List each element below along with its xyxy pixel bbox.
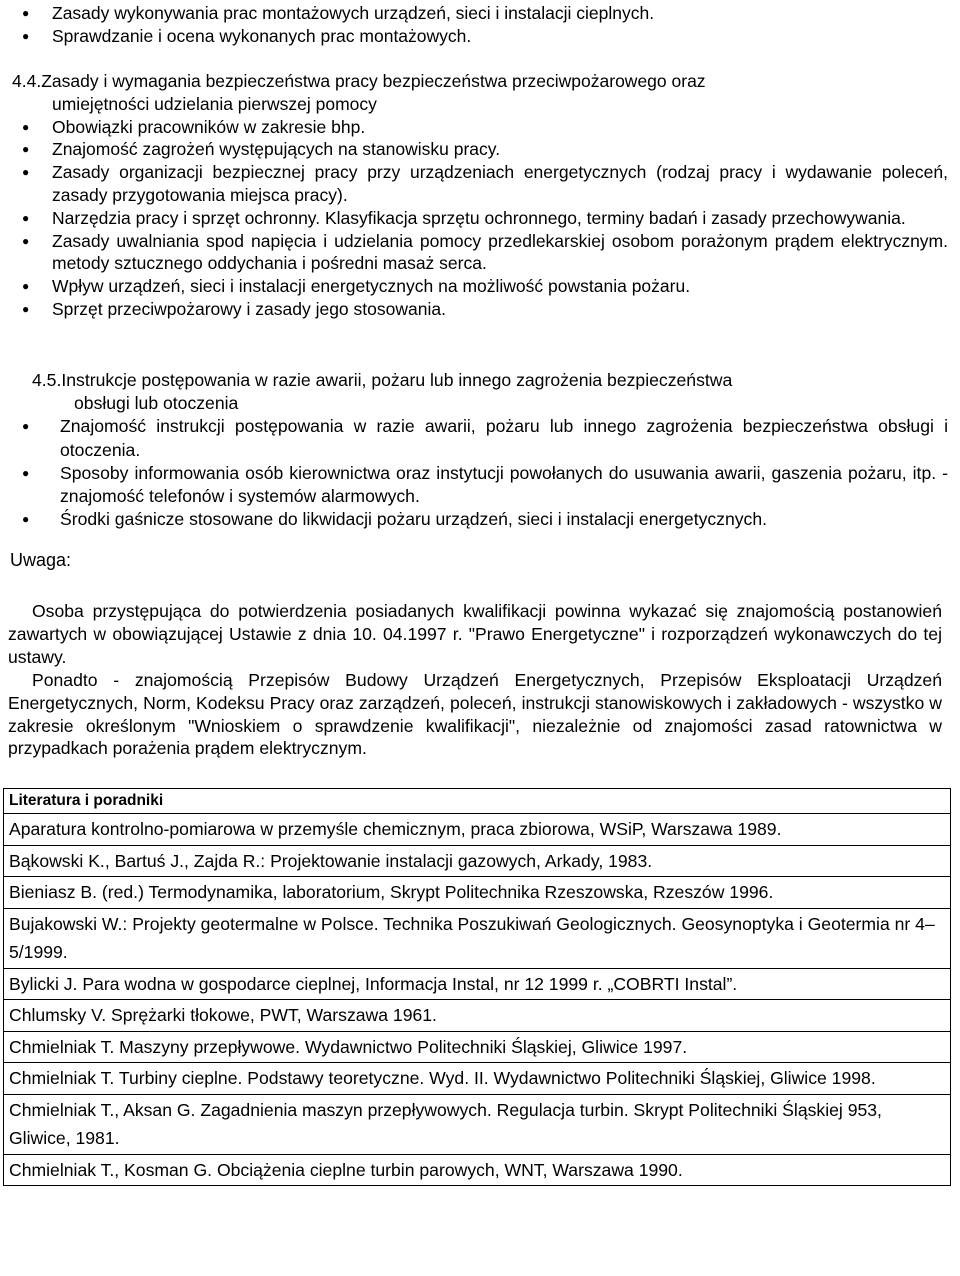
- list-item: ● Sprzęt przeciwpożarowy i zasady jego stosowania.: [22, 298, 446, 319]
- list-item: ● Obowiązki pracowników w zakresie bhp.: [22, 116, 366, 137]
- bullet-icon: ●: [22, 301, 30, 316]
- table-row: [4, 845, 951, 877]
- top-bullet-list: [0, 2, 948, 48]
- literature-table: [3, 788, 951, 1186]
- bullet-icon: ●: [22, 28, 30, 43]
- literature-entry: Bujakowski W.: Projekty geotermalne w Polsce. Technika Poszukiwań Geologicznych. Geosynoptyka i Geotermia nr 4–5/1999.: [4, 908, 951, 968]
- bullet-icon: ●: [22, 512, 30, 527]
- bullet-icon: ●: [22, 279, 30, 294]
- table-row: [4, 1063, 951, 1095]
- literature-entry: Chmielniak T., Aksan G. Zagadnienia maszyn przepływowych. Regulacja turbin. Skrypt Politechniki Śląskiej 953, Gliwice, 1981.: [4, 1094, 951, 1154]
- section-heading: 4.5.Instrukcje postępowania w razie awarii, pożaru lub innego zagrożenia bezpieczeństwa obsługi lub otoczenia: [32, 370, 733, 414]
- list-item: ● Zasady organizacji bezpiecznej pracy przy urządzeniach energetycznych (rodzaj pracy i wydawanie poleceń, zasady przygotowania miejsca pracy).: [22, 162, 948, 205]
- table-row: [4, 1031, 951, 1063]
- table-header-row: [4, 789, 951, 814]
- section-4-5: [0, 369, 948, 531]
- bullet-icon: ●: [22, 233, 30, 248]
- literature-entry: Bylicki J. Para wodna w gospodarce cieplnej, Informacja Instal, nr 12 1999 r. „COBRTI Instal”.: [4, 968, 951, 1000]
- literature-entry: Chmielniak T. Maszyny przepływowe. Wydawnictwo Politechniki Śląskiej, Gliwice 1997.: [4, 1031, 951, 1063]
- literature-entry: Aparatura kontrolno-pomiarowa w przemyśle chemicznym, praca zbiorowa, WSiP, Warszawa 1989.: [4, 814, 951, 846]
- literature-header: Literatura i poradniki: [4, 789, 951, 814]
- table-row: [4, 1000, 951, 1032]
- section-heading: 4.4.Zasady i wymagania bezpieczeństwa pracy bezpieczeństwa przeciwpożarowego oraz umiejętności udzielania pierwszej pomocy: [12, 71, 706, 114]
- note-label: Uwaga:: [10, 550, 72, 570]
- bullet-icon: ●: [22, 210, 30, 225]
- table-row: [4, 1154, 951, 1186]
- literature-entry: Bąkowski K., Bartuś J., Zajda R.: Projektowanie instalacji gazowych, Arkady, 1983.: [4, 845, 951, 877]
- list-item: ● Środki gaśnicze stosowane do likwidacji pożaru urządzeń, sieci i instalacji energetycznych.: [0, 508, 948, 531]
- bullet-icon: ●: [22, 6, 30, 20]
- bullet-icon: ●: [22, 165, 30, 180]
- list-item: ● Zasady wykonywania prac montażowych urządzeń, sieci i instalacji cieplnych.: [22, 3, 655, 23]
- list-item: ● Znajomość instrukcji postępowania w razie awarii, pożaru lub innego zagrożenia bezpieczeństwa obsługi i otoczenia.: [22, 416, 948, 460]
- note-body: [8, 600, 942, 760]
- literature-entry: Chlumsky V. Sprężarki tłokowe, PWT, Warszawa 1961.: [4, 1000, 951, 1032]
- bullet-icon: ●: [22, 465, 30, 480]
- literature-entry: Chmielniak T. Turbiny cieplne. Podstawy teoretyczne. Wyd. II. Wydawnictwo Politechniki Śląskiej, Gliwice 1998.: [4, 1063, 951, 1095]
- table-row: [4, 908, 951, 968]
- note-paragraph: Osoba przystępująca do potwierdzenia posiadanych kwalifikacji powinna wykazać się znajomością postanowień zawartych w obowiązującej Ustawie z dnia 10. 04.1997 r. "Prawo Energetyczne" i rozporządzeń wykonawczych do tej ustawy.: [8, 601, 942, 667]
- table-row: [4, 968, 951, 1000]
- list-item: ● Sposoby informowania osób kierownictwa oraz instytucji powołanych do usuwania awarii, gaszenia pożaru, itp. - znajomość telefonów i systemów alarmowych.: [22, 462, 948, 507]
- list-item: ● Znajomość zagrożeń występujących na stanowisku pracy.: [22, 139, 501, 160]
- table-row: [4, 814, 951, 846]
- bullet-icon: ●: [22, 142, 30, 157]
- list-item: ● Sprawdzanie i ocena wykonanych prac montażowych.: [22, 25, 472, 46]
- list-item: ● Zasady uwalniania spod napięcia i udzielania pomocy przedlekarskiej osobom porażonym prądem elektrycznym. metody sztucznego oddychania i pośredni masaż serca.: [22, 230, 948, 274]
- list-item: ● Wpływ urządzeń, sieci i instalacji energetycznych na możliwość powstania pożaru.: [22, 276, 691, 297]
- literature-entry: Bieniasz B. (red.) Termodynamika, laboratorium, Skrypt Politechnika Rzeszowska, Rzeszów 1996.: [4, 877, 951, 909]
- bullet-icon: ●: [22, 419, 30, 434]
- list-item: ● Narzędzia pracy i sprzęt ochronny. Klasyfikacja sprzętu ochronnego, terminy badań i zasady przechowywania.: [22, 207, 906, 228]
- literature-entry: Chmielniak T., Kosman G. Obciążenia cieplne turbin parowych, WNT, Warszawa 1990.: [4, 1154, 951, 1186]
- bullet-icon: ●: [22, 119, 30, 134]
- table-row: [4, 877, 951, 909]
- table-row: [4, 1094, 951, 1154]
- note-paragraph: Ponadto - znajomością Przepisów Budowy Urządzeń Energetycznych, Przepisów Eksploatacji Urządzeń Energetycznych, Norm, Kodeksu Pracy oraz zarządzeń, poleceń, instrukcji stanowiskowych i zakładowych - wszystko w zakresie określonym "Wnioskiem o sprawdzenie kwalifikacji", niezależnie od znajomości zasad ratownictwa w przypadkach porażenia prądem elektrycznym.: [8, 669, 942, 759]
- section-4-4: [0, 70, 948, 321]
